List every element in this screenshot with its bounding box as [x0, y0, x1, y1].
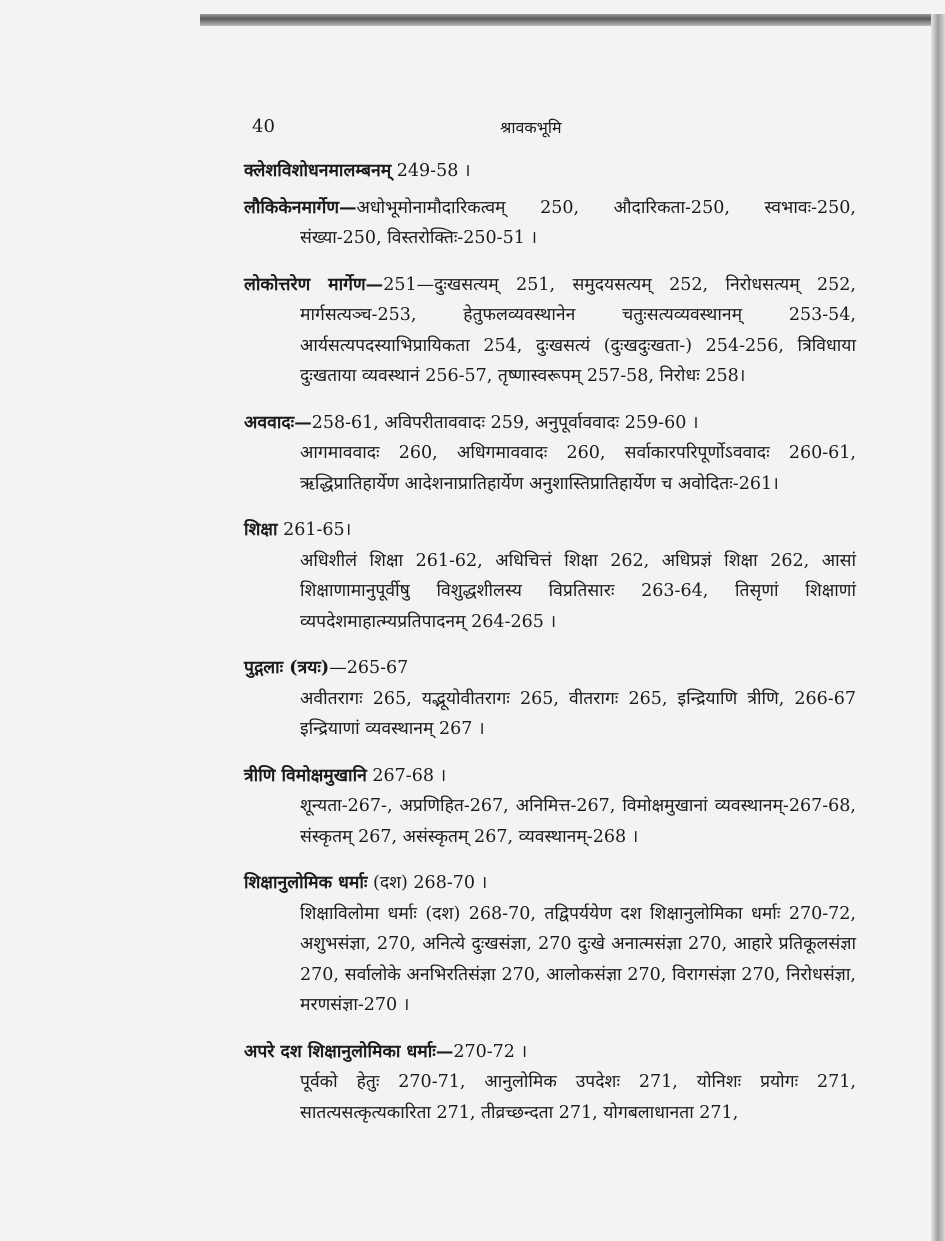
entry-subtext: अवीतरागः 265, यद्भूयोवीतरागः 265, वीतरागः 265, इन्द्रियाणि त्रीणि, 266-67 इन्द्रियाणां व्यवस्थानम् 267 । [300, 688, 856, 739]
scan-shadow-top [200, 14, 945, 26]
entry-line [244, 408, 856, 439]
entry-line [244, 193, 856, 254]
entry-text: 261-65। [277, 520, 352, 540]
page-number: 40 [252, 116, 275, 137]
entry-heading: अववादः— [244, 412, 312, 433]
index-entry [244, 653, 856, 745]
index-entry [244, 193, 856, 254]
entry-text: अधोभूमोनामौदारिकत्वम् 250, औदारिकता-250, स्वभावः-250, संख्या-250, विस्तरोक्तिः-250-51 । [300, 197, 856, 248]
entry-line [244, 1037, 856, 1068]
entry-text: 267-68 । [366, 765, 447, 786]
index-entry [244, 1037, 856, 1129]
index-content [244, 156, 856, 1144]
entry-heading: शिक्षानुलोमिक धर्माः [244, 873, 368, 893]
entry-subtext: शिक्षाविलोमा धर्माः (दश) 268-70, तद्विपर्ययेण दश शिक्षानुलोमिका धर्माः 270-72, अशुभसंज्ञा, 270, अनित्ये दुःखसंज्ञा, 270 दुःखे अनात्मसंज्ञा 270, आहारे प्रतिकूलसंज्ञा 270, सर्वालोके अनभिरतिसंज्ञा 270, आलोकसंज्ञा 270, विरागसंज्ञा 270, निरोधसंज्ञा, मरणसंज्ञा-270 । [300, 903, 856, 1015]
entry-heading: पुद्गलाः (त्रयः) [244, 658, 330, 678]
entry-text: 258-61, अविपरीताववादः 259, अनुपूर्वाववादः 259-60 । [311, 412, 699, 433]
entry-heading: शिक्षा [244, 520, 278, 540]
entry-line [244, 761, 856, 792]
entry-heading: लौकिकेनमार्गेण— [244, 197, 357, 218]
entry-line [244, 156, 856, 187]
entry-text: 270-72 । [453, 1041, 528, 1062]
index-entry [244, 761, 856, 853]
entry-text: 251—दुःखसत्यम् 251, समुदयसत्यम् 252, निरोधसत्यम् 252, मार्गसत्यञ्च-253, हेतुफलव्यवस्थानेन चतुःसत्यव्यवस्थानम् 253-54, आर्यसत्यपदस्याभिप्रायिकता 254, दुःखसत्यं (दुःखदुःखता-) 254-256, त्रिविधाया दुःखताया व्यवस्थानं 256-57, तृष्णास्वरूपम् 257-58, निरोधः 258। [300, 274, 856, 386]
index-entry [244, 868, 856, 1021]
scan-shadow-right [931, 14, 945, 1241]
entry-heading: क्लेशविशोधनमालम्बनम् [244, 161, 392, 181]
entry-text: —265-67 [329, 658, 409, 678]
entry-subtext: आगमाववादः 260, अधिगमाववादः 260, सर्वाकारपरिपूर्णोऽववादः 260-61, ऋद्धिप्रातिहार्येण आदेशनाप्रातिहार्येण अनुशास्तिप्रातिहार्येण च अवोदितः-261। [300, 443, 856, 494]
index-entry [244, 270, 856, 392]
entry-heading: अपरे दश शिक्षानुलोमिका धर्माः— [244, 1041, 454, 1062]
index-entry [244, 515, 856, 637]
entry-text: (दश) 268-70 । [367, 873, 488, 893]
entry-heading: त्रीणि विमोक्षमुखानि [244, 765, 367, 786]
entry-line [244, 653, 856, 684]
running-title: श्रावकभूमि [500, 118, 562, 137]
entry-subtext: पूर्वको हेतुः 270-71, आनुलोमिक उपदेशः 271, योनिशः प्रयोगः 271, सातत्यसत्कृत्यकारिता 271, तीव्रच्छन्दता 271, योगबलाधानता 271, [300, 1072, 856, 1123]
entry-line [244, 868, 856, 899]
page-header [252, 116, 852, 140]
entry-line [244, 515, 856, 546]
index-entry [244, 408, 856, 500]
entry-subtext: अधिशीलं शिक्षा 261-62, अधिचित्तं शिक्षा 262, अधिप्रज्ञं शिक्षा 262, आसां शिक्षाणामानुपूर्वीषु विशुद्धशीलस्य विप्रतिसारः 263-64, तिसृणां शिक्षाणां व्यपदेशमाहात्म्यप्रतिपादनम् 264-265 । [300, 550, 856, 632]
entry-line [244, 270, 856, 392]
entry-heading: लोकोत्तरेण मार्गेण— [244, 274, 384, 295]
index-entry [244, 156, 856, 187]
entry-subtext: शून्यता-267-, अप्रणिहित-267, अनिमित्त-267, विमोक्षमुखानां व्यवस्थानम्-267-68, संस्कृतम् 267, असंस्कृतम् 267, व्यवस्थानम्-268 । [300, 796, 856, 847]
entry-text: 249-58 । [391, 161, 471, 181]
